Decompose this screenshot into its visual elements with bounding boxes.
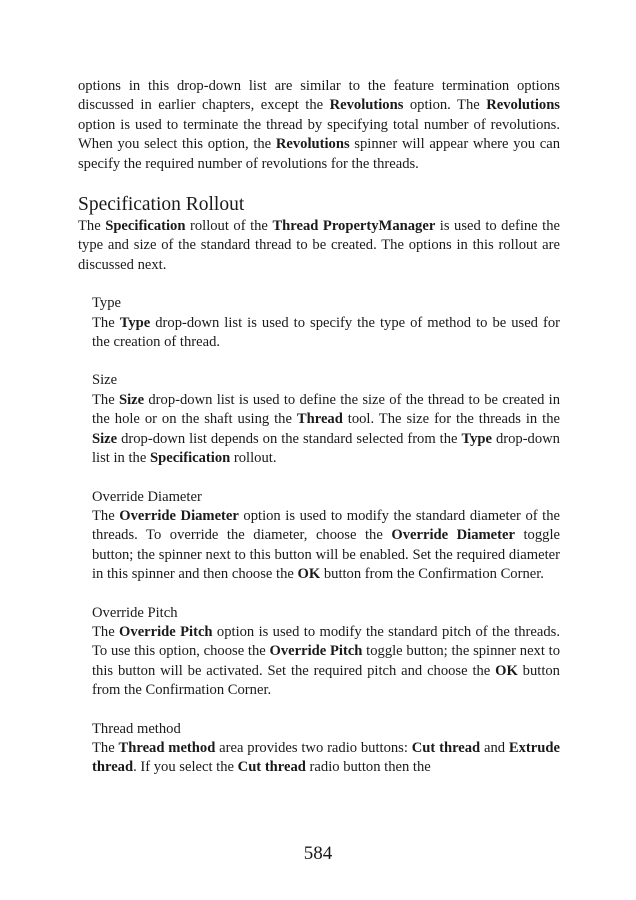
page-body [78, 77, 560, 778]
override-diameter-paragraph: The Override Diameter option is used to modify the standard diameter of the threads. To override the diameter, choose the Override Diameter toggle button; the spinner next to this button will be enabled. Set the required diameter in this spinner and then choose the OK button from the Confirmation Corner. [92, 507, 561, 583]
override-pitch-paragraph: The Override Pitch option is used to modify the standard pitch of the threads. To use this option, choose the Override Pitch toggle button; the spinner next to this button will be activated. Set the required pitch and choose the OK button from the Confirmation Corner. [92, 623, 560, 699]
thread-method-paragraph: The Thread method area provides two radio buttons: Cut thread and Extrude thread. If you select the Cut thread radio button then the [92, 739, 560, 776]
specification-paragraph: The Specification rollout of the Thread PropertyManager is used to define the type and size of the standard thread to be created. The options in this rollout are discussed next. [78, 218, 560, 273]
subsection-type [78, 294, 560, 352]
type-paragraph: The Type drop-down list is used to specify the type of method to be used for the creation of thread. [92, 314, 560, 351]
subheading-thread-method: Thread method [92, 720, 181, 737]
size-paragraph: The Size drop-down list is used to define the size of the thread to be created in the hole or on the shaft using the Thread tool. The size for the threads in the Size drop-down list depends on the standard selected from the Type drop-down list in the Specification rollout. [92, 391, 560, 467]
subsection-override-diameter [78, 488, 560, 585]
page-number: 584 [303, 843, 333, 864]
subheading-override-pitch: Override Pitch [92, 604, 178, 621]
section-heading-specification: Specification Rollout [78, 194, 245, 216]
subheading-type: Type [92, 295, 121, 312]
subsection-override-pitch [78, 604, 560, 701]
subsection-thread-method [78, 720, 560, 778]
subheading-size: Size [92, 372, 118, 389]
intro-paragraph: options in this drop-down list are similar to the feature termination options discussed in earlier chapters, except the Revolutions option. The Revolutions option is used to terminate the thread by specifying total number of revolutions. When you select this option, the Revolutions spinner will appear where you can specify the required number of revolutions for the threads. [78, 78, 560, 172]
subheading-override-diameter: Override Diameter [92, 488, 202, 505]
subsection-size [78, 371, 560, 468]
